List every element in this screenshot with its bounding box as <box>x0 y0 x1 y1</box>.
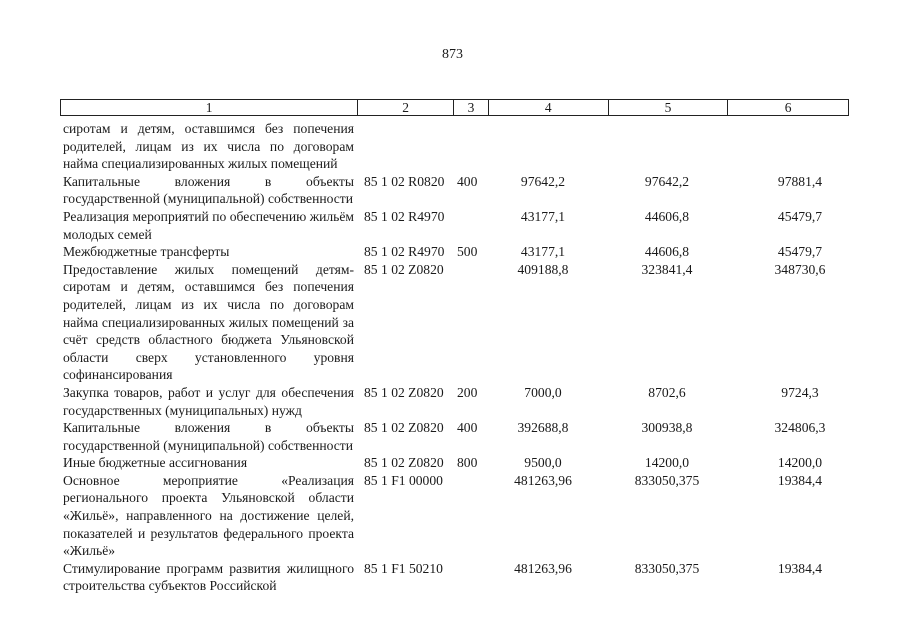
row-code: 85 1 02 Z0820 <box>364 384 444 400</box>
row-value-5: 44606,8 <box>644 244 690 260</box>
row-code: 85 1 02 Z0820 <box>364 455 444 471</box>
table-row <box>60 243 849 261</box>
row-name: Иные бюджетные ассигнования <box>63 455 248 471</box>
row-name: Капитальные вложения в объекты государственной (муниципальной) собственности <box>63 173 354 207</box>
row-name: Капитальные вложения в объекты государственной (муниципальной) собственности <box>63 420 354 453</box>
row-name: Основное мероприятие «Реализация регионального проекта Ульяновской области «Жильё», направленного на достижение целей, показателей и результатов федерального проекта «Жильё» <box>63 472 354 559</box>
table-row <box>60 454 849 472</box>
row-value-5: 8702,6 <box>648 384 686 400</box>
row-name: Закупка товаров, работ и услуг для обеспечения государственных (муниципальных) нужд <box>63 384 354 418</box>
row-value-5 <box>609 120 729 173</box>
row-value-4: 392688,8 <box>517 420 569 436</box>
row-expense-type: 800 <box>457 455 478 471</box>
row-value-5: 97642,2 <box>644 173 690 189</box>
row-expense-type <box>454 120 489 173</box>
row-value-5: 300938,8 <box>641 420 693 436</box>
row-name: Стимулирование программ развития жилищного строительства субъектов Российской <box>63 560 354 594</box>
row-code: 85 1 02 R4970 <box>364 208 445 224</box>
row-value-4: 7000,0 <box>524 384 562 400</box>
table-row <box>60 208 849 243</box>
table-row <box>60 261 849 384</box>
header-col-1: 1 <box>61 100 358 115</box>
row-value-6: 97881,4 <box>777 173 823 189</box>
row-value-6: 45479,7 <box>777 208 823 224</box>
row-name: сиротам и детям, оставшимся без попечения родителей, лицам из их числа по договорам найма специализированных жилых помещений <box>63 121 354 172</box>
row-value-5: 323841,4 <box>641 261 693 277</box>
row-value-6: 348730,6 <box>774 261 826 277</box>
table-body <box>60 120 849 595</box>
row-value-6 <box>729 120 849 173</box>
row-value-6: 14200,0 <box>777 455 823 471</box>
row-value-4: 409188,8 <box>517 261 569 277</box>
row-value-5: 14200,0 <box>644 455 690 471</box>
row-expense-type: 500 <box>457 244 478 260</box>
header-col-4: 4 <box>489 100 609 115</box>
row-value-6: 45479,7 <box>777 244 823 260</box>
header-col-2: 2 <box>358 100 454 115</box>
row-name: Реализация мероприятий по обеспечению жильём молодых семей <box>63 208 354 242</box>
row-expense-type <box>454 560 489 595</box>
row-expense-type: 200 <box>457 384 478 400</box>
header-col-3: 3 <box>454 100 489 115</box>
row-code: 85 1 F1 50210 <box>364 560 443 576</box>
row-code: 85 1 F1 00000 <box>364 472 443 488</box>
row-name: Межбюджетные трансферты <box>63 244 230 260</box>
row-code: 85 1 02 Z0820 <box>364 420 444 436</box>
table-row <box>60 120 849 173</box>
row-code <box>358 120 454 173</box>
row-value-6: 9724,3 <box>781 384 819 400</box>
row-value-4: 9500,0 <box>524 455 562 471</box>
header-col-5: 5 <box>609 100 729 115</box>
row-expense-type <box>454 472 489 560</box>
row-code: 85 1 02 Z0820 <box>364 261 444 277</box>
row-expense-type <box>454 208 489 243</box>
row-expense-type: 400 <box>457 420 478 436</box>
row-value-4: 97642,2 <box>520 173 566 189</box>
row-name: Предоставление жилых помещений детям-сиротам и детям, оставшимся без попечения родителей, лицам из их числа по договорам найма специализированных жилых помещений за счёт средств областного бюджета Ульяновской области сверх установленного уровня софинансирования <box>63 261 354 383</box>
row-value-4: 481263,96 <box>514 560 572 576</box>
header-col-6: 6 <box>784 100 792 115</box>
row-code: 85 1 02 R4970 <box>364 244 445 260</box>
table-row <box>60 560 849 595</box>
table-row <box>60 472 849 560</box>
table-row <box>60 173 849 208</box>
row-value-4 <box>489 120 609 173</box>
row-value-5: 44606,8 <box>644 208 690 224</box>
row-value-4: 481263,96 <box>514 472 572 488</box>
row-value-6: 324806,3 <box>774 420 826 436</box>
table-header <box>60 99 849 116</box>
table-row <box>60 384 849 419</box>
row-value-4: 43177,1 <box>520 208 566 224</box>
row-expense-type: 400 <box>457 173 478 189</box>
row-value-6: 19384,4 <box>777 560 823 576</box>
row-value-6: 19384,4 <box>777 472 823 488</box>
row-expense-type <box>454 261 489 384</box>
page-number: 873 <box>442 47 463 62</box>
row-value-4: 43177,1 <box>520 244 566 260</box>
row-value-5: 833050,375 <box>634 560 700 576</box>
table-row <box>60 419 849 454</box>
row-value-5: 833050,375 <box>634 472 700 488</box>
row-code: 85 1 02 R0820 <box>364 173 445 189</box>
